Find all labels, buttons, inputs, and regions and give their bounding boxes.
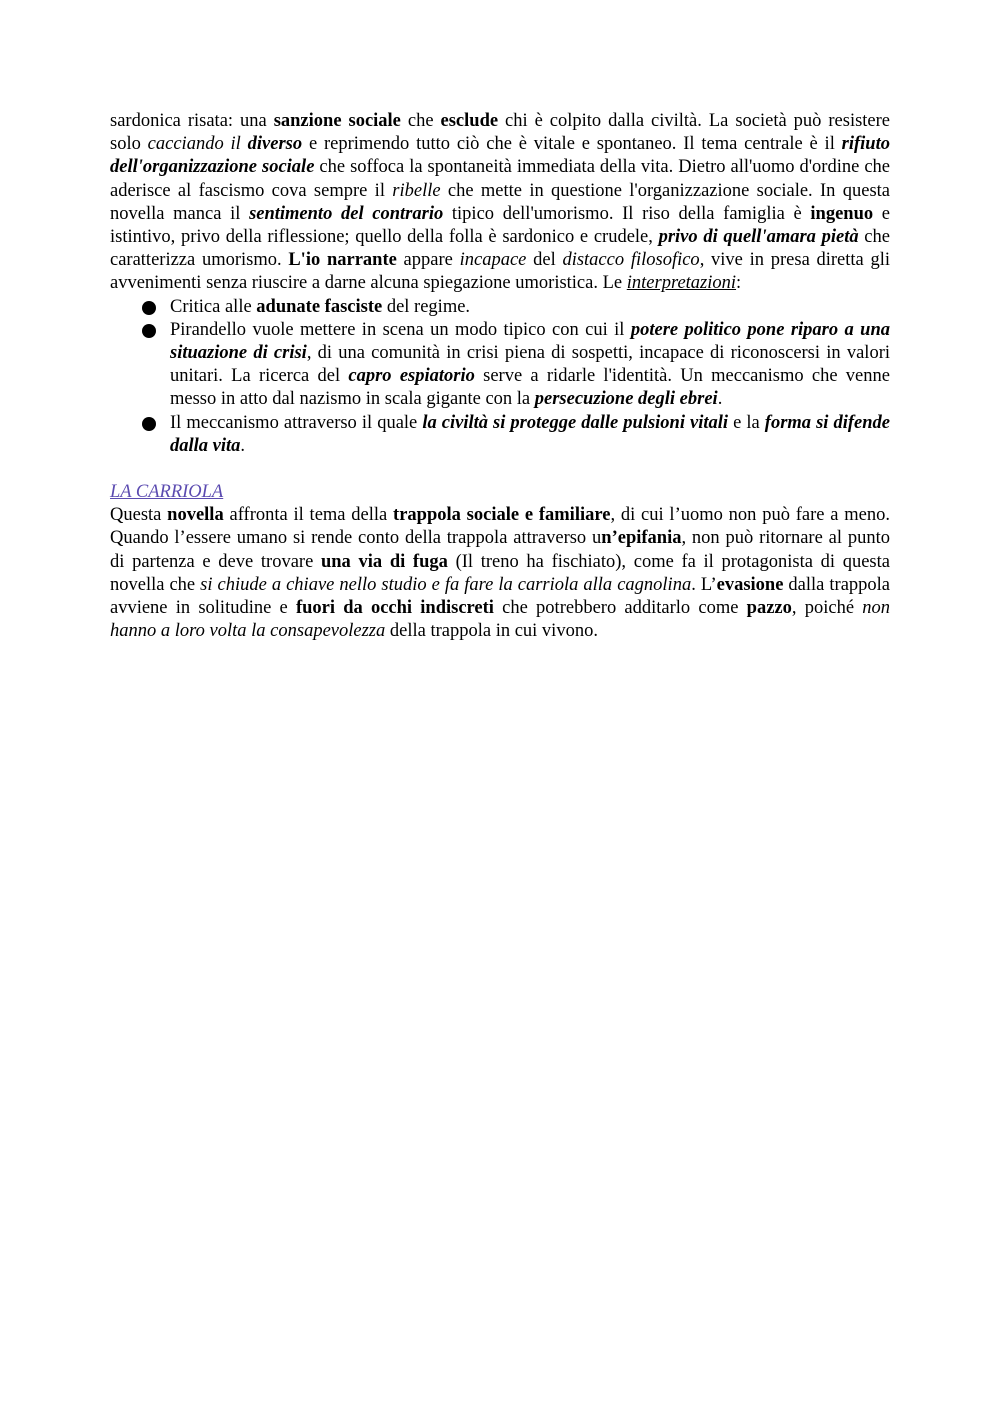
text-run: . bbox=[240, 435, 246, 456]
bullet-icon bbox=[142, 324, 156, 338]
text-run: e reprimendo tutto ciò che è vitale e spontaneo. Il tema centrale è il bbox=[302, 134, 842, 155]
text-run: esclude bbox=[440, 111, 499, 131]
text-run: : bbox=[736, 273, 742, 294]
text-run: , vive in presa diretta gli avvenimenti senza riuscire a darne alcuna spiegazione umoristica. Le bbox=[110, 250, 891, 294]
text-run: capro espiatorio bbox=[348, 366, 475, 387]
text-run: affronta il tema della bbox=[223, 505, 394, 526]
text-run: sardonica risata: una bbox=[110, 111, 274, 131]
section-heading-link[interactable]: LA CARRIOLA bbox=[110, 482, 224, 503]
text-run: una via di fuga bbox=[320, 551, 448, 572]
text-run: ingenuo bbox=[810, 203, 874, 224]
text-run: tipico dell'umorismo. Il riso della famiglia è bbox=[443, 203, 811, 224]
text-run: , non può ritornare al punto di partenza e deve trovare bbox=[110, 528, 890, 572]
text-run: che potrebbero additarlo come bbox=[493, 598, 747, 619]
text-run: distacco filosofico bbox=[562, 250, 700, 271]
text-run: ribelle bbox=[392, 180, 441, 201]
text-run: , poiché bbox=[791, 598, 863, 619]
text-run: fuori da occhi indiscreti bbox=[295, 598, 494, 619]
text-run: cacciando il bbox=[147, 134, 248, 155]
document-page bbox=[110, 110, 890, 643]
text-run: Il meccanismo attraverso il quale bbox=[170, 412, 423, 433]
paragraph-la-carriola bbox=[110, 504, 890, 643]
text-run: e istintivo, privo della riflessione; quello della folla è sardonico e crudele, bbox=[110, 203, 891, 248]
list-item-text bbox=[170, 320, 890, 410]
text-run: Pirandello vuole mettere in scena un modo tipico con cui il bbox=[170, 319, 631, 340]
text-run: diverso bbox=[247, 134, 303, 155]
bullet-icon bbox=[142, 301, 156, 315]
text-run: sentimento del contrario bbox=[249, 203, 444, 224]
text-run: che bbox=[400, 111, 441, 131]
text-run: che caratterizza umorismo. bbox=[110, 227, 890, 271]
paragraph-novella-intro bbox=[110, 110, 890, 296]
list-item-text bbox=[170, 297, 470, 317]
text-run: appare bbox=[396, 250, 460, 271]
text-run: . L’ bbox=[691, 574, 717, 595]
text-run: chi è colpito dalla civiltà. La società può resistere solo bbox=[110, 111, 891, 155]
text-run: pazzo bbox=[746, 598, 792, 619]
text-run: evasione bbox=[716, 574, 784, 595]
text-run: (Il treno ha fischiato), come fa il protagonista di questa novella che bbox=[110, 551, 890, 595]
text-run: . bbox=[717, 389, 723, 410]
bullet-icon bbox=[142, 417, 156, 431]
list-item bbox=[170, 296, 890, 319]
text-run: interpretazioni bbox=[626, 273, 737, 294]
text-run: dalla trappola avviene in solitudine e bbox=[110, 574, 891, 619]
text-run: Critica alle bbox=[170, 296, 257, 317]
interpretations-list bbox=[110, 296, 890, 458]
text-run: si chiude a chiave nello studio e fa fare la carriola alla cagnolina bbox=[200, 574, 692, 595]
text-run: che mette in questione l'organizzazione sociale. In questa novella manca il bbox=[110, 180, 890, 224]
text-run: , di cui l’uomo non può fare a meno. Quando l’essere umano si rende conto della trappola attraverso u bbox=[110, 505, 890, 549]
list-item bbox=[170, 319, 890, 412]
text-run: trappola sociale e familiare bbox=[393, 505, 611, 526]
text-run: rifiuto dell'organizzazione sociale bbox=[110, 134, 890, 178]
list-item bbox=[170, 412, 890, 458]
text-run: che soffoca la spontaneità immediata della vita. Dietro all'uomo d'ordine che aderisce al fascismo cova sempre il bbox=[110, 157, 890, 201]
text-run: forma si difende dalla vita bbox=[170, 412, 891, 456]
text-run: del bbox=[526, 250, 563, 271]
text-run: sanzione sociale bbox=[273, 111, 401, 131]
text-run: , di una comunità in crisi piena di sospetti, incapace di riconoscersi in valori unitari. La ricerca del bbox=[170, 343, 890, 387]
text-run: della trappola in cui vivono. bbox=[385, 621, 598, 642]
text-run: potere politico pone riparo a una situazione di crisi bbox=[170, 319, 890, 364]
text-run: privo di quell'amara pietà bbox=[658, 227, 859, 248]
text-run: e la bbox=[728, 412, 765, 433]
text-run: incapace bbox=[459, 250, 527, 271]
text-run: persecuzione degli ebrei bbox=[534, 389, 718, 410]
text-run: serve a ridarle l'identità. Un meccanismo che venne messo in atto dal nazismo in scala gigante con la bbox=[170, 366, 890, 410]
text-run: n’epifania bbox=[601, 528, 682, 549]
text-run: novella bbox=[167, 505, 224, 526]
list-item-text bbox=[170, 413, 890, 456]
text-run: del regime. bbox=[382, 296, 471, 317]
text-run: non hanno a loro volta la consapevolezza bbox=[110, 598, 890, 642]
text-run: Questa bbox=[110, 505, 168, 526]
text-run: la civiltà si protegge dalle pulsioni vitali bbox=[422, 412, 729, 433]
text-run: L'io narrante bbox=[288, 250, 397, 271]
text-run: adunate fasciste bbox=[256, 296, 383, 317]
